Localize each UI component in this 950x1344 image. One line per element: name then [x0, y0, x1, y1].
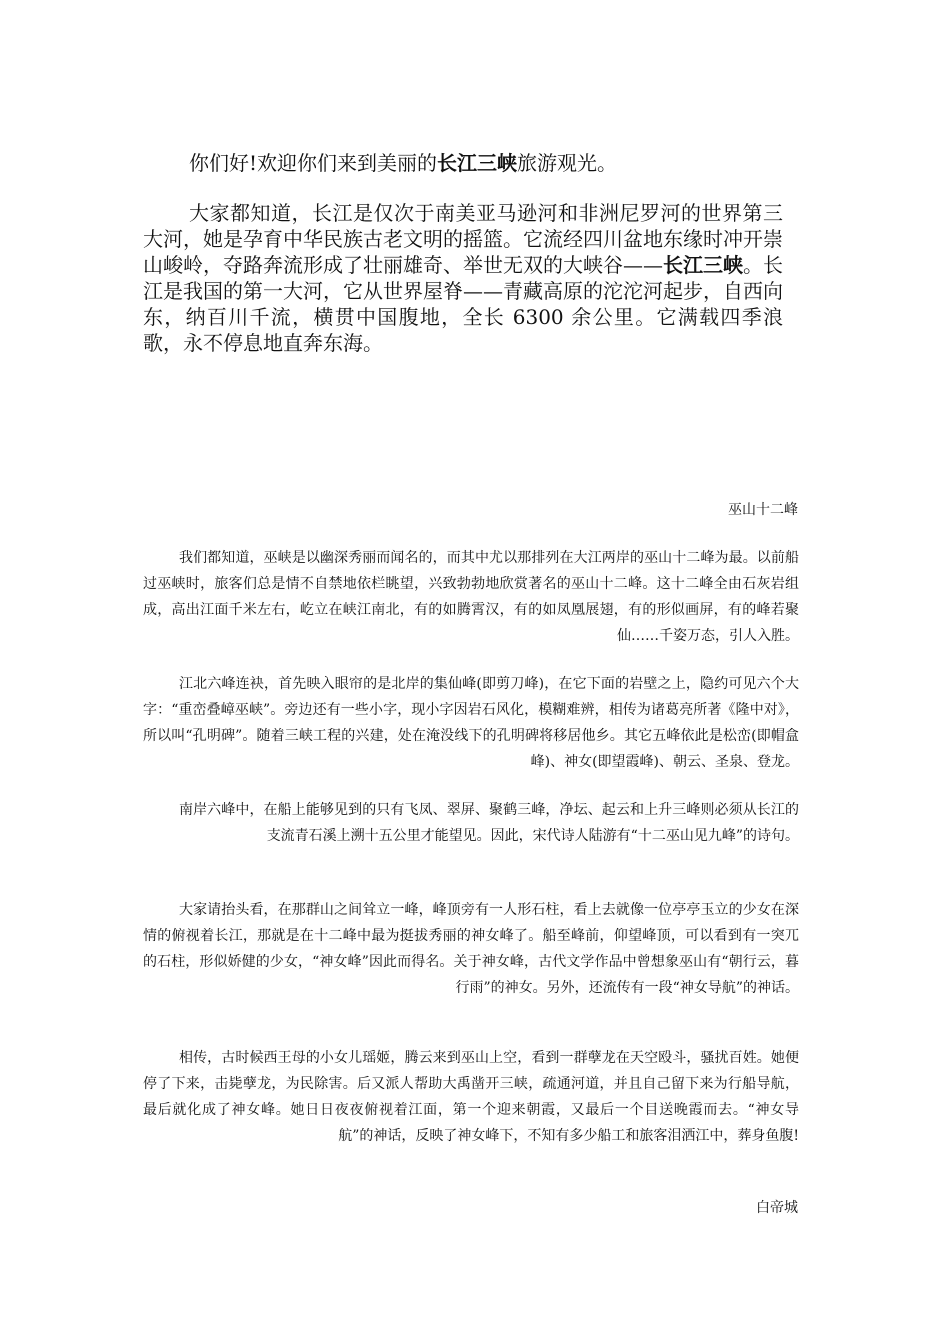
- greeting-text-end: 旅游观光。: [517, 151, 618, 175]
- intro-highlight: 长江三峡: [663, 253, 743, 277]
- intro-paragraph: [143, 200, 783, 356]
- paragraph-north-peaks: 江北六峰连袂，首先映入眼帘的是北岸的集仙峰(即剪刀峰)，在它下面的岩壁之上，隐约可见六个大字：“重峦叠嶂巫峡”。旁边还有一些小字，现小字因岩石风化，模糊难辨，相传为诸葛亮所著《隆中对》，所以叫“孔明碑”。随着三峡工程的兴建，处在淹没线下的孔明碑将移居他乡。其它五峰依此是松峦(即帽盒峰)、神女(即望霞峰)、朝云、圣泉、登龙。: [143, 676, 799, 770]
- greeting-highlight: 长江三峡: [437, 151, 518, 175]
- paragraph-legend: 相传，古时候西王母的小女儿瑶姬，腾云来到巫山上空，看到一群孽龙在天空殴斗，骚扰百姓。她便停了下来，击毙孽龙，为民除害。后又派人帮助大禹凿开三峡，疏通河道，并且自己留下来为行船导航，最后就化成了神女峰。她日日夜夜俯视着江面，第一个迎来朝霞，又最后一个目送晚霞而去。“神女导航”的神话，反映了神女峰下，不知有多少船工和旅客泪洒江中，葬身鱼腹!: [143, 1050, 799, 1144]
- intro-text-end: 。长江是我国的第一大河，它从世界屋脊——青藏高原的沱沱河起步，自西向东，纳百川千流，横贯中国腹地，全长 6300 余公里。它满载四季浪歌，永不停息地直奔东海。: [143, 253, 783, 355]
- intro-text: 大家都知道，长江是仅次于南美亚马逊河和非洲尼罗河的世界第三大河，她是孕育中华民族古老文明的摇篮。它流经四川盆地东缘时冲开崇山峻岭，夺路奔流形成了壮丽雄奇、举世无双的大峡谷——: [143, 201, 783, 277]
- greeting-text: 你们好!欢迎你们来到美丽的: [189, 151, 438, 175]
- paragraph-goddess-peak: 大家请抬头看，在那群山之间耸立一峰，峰顶旁有一人形石柱，看上去就像一位亭亭玉立的少女在深情的俯视着长江，那就是在十二峰中最为挺拔秀丽的神女峰了。船至峰前，仰望峰顶，可以看到有一突兀的石柱，形似娇健的少女，“神女峰”因此而得名。关于神女峰，古代文学作品中曾想象巫山有“朝行云，暮行雨”的神女。另外，还流传有一段“神女导航”的神话。: [143, 902, 799, 996]
- section-title-baidi: 白帝城: [756, 1200, 798, 1216]
- section-title-wushan: 巫山十二峰: [728, 502, 798, 518]
- paragraph-wushan-intro: 我们都知道，巫峡是以幽深秀丽而闻名的，而其中尤以那排列在大江两岸的巫山十二峰为最。以前船过巫峡时，旅客们总是情不自禁地依栏眺望，兴致勃勃地欣赏著名的巫山十二峰。这十二峰全由石灰岩组成，高出江面千米左右，屹立在峡江南北，有的如腾霄汉，有的如凤凰展翅，有的形似画屏，有的峰若聚仙……千姿万态，引人入胜。: [143, 550, 799, 644]
- greeting-paragraph: [143, 150, 783, 176]
- paragraph-south-peaks: 南岸六峰中，在船上能够见到的只有飞凤、翠屏、聚鹤三峰，净坛、起云和上升三峰则必须从长江的支流青石溪上溯十五公里才能望见。因此，宋代诗人陆游有“十二巫山见九峰”的诗句。: [179, 802, 799, 844]
